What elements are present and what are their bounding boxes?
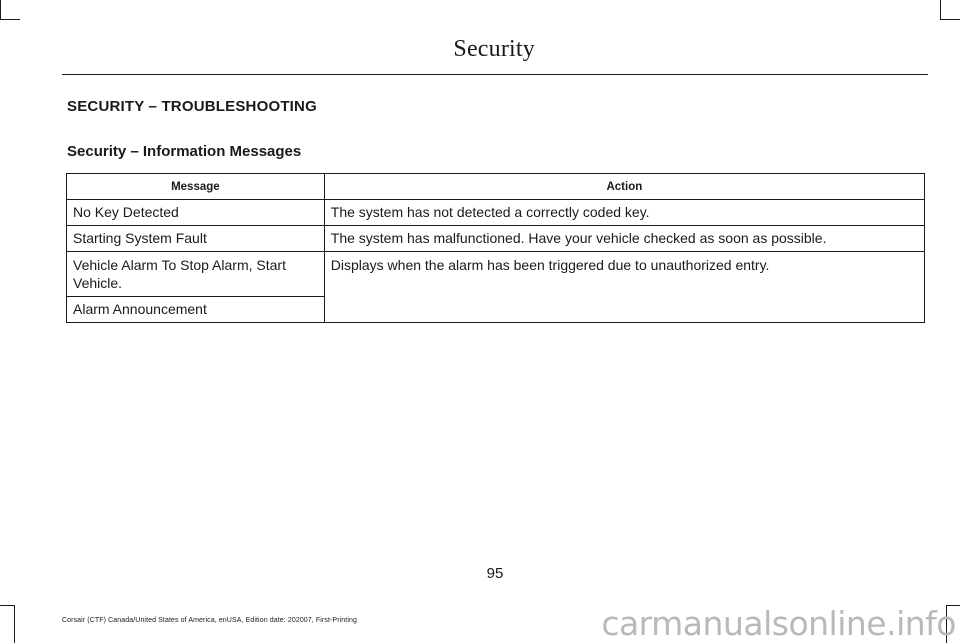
table-row bbox=[67, 226, 925, 252]
crop-mark bbox=[0, 19, 20, 20]
message-cell: Starting System Fault bbox=[67, 226, 325, 252]
information-messages-table bbox=[66, 173, 925, 323]
watermark-text: carmanualsonline.info bbox=[601, 604, 956, 643]
crop-mark bbox=[0, 605, 14, 606]
message-cell: No Key Detected bbox=[67, 200, 325, 226]
table-row bbox=[67, 252, 925, 297]
section-title: SECURITY – TROUBLESHOOTING bbox=[67, 98, 317, 115]
column-header-action: Action bbox=[324, 174, 924, 200]
action-cell: The system has malfunctioned. Have your vehicle checked as soon as possible. bbox=[324, 226, 924, 252]
crop-mark bbox=[14, 605, 15, 643]
message-cell: Vehicle Alarm To Stop Alarm, Start Vehicle. bbox=[67, 252, 325, 297]
action-cell: Displays when the alarm has been triggered due to unauthorized entry. bbox=[324, 252, 924, 323]
message-cell: Alarm Announcement bbox=[67, 297, 325, 323]
crop-mark bbox=[0, 0, 1, 20]
footer-edition-note: Corsair (CTF) Canada/United States of America, enUSA, Edition date: 202007, First-Printing bbox=[62, 617, 357, 624]
table-row bbox=[67, 200, 925, 226]
page-header bbox=[62, 34, 928, 75]
action-cell: The system has not detected a correctly coded key. bbox=[324, 200, 924, 226]
crop-mark bbox=[940, 19, 960, 20]
chapter-title: Security bbox=[453, 36, 535, 62]
sub-title: Security – Information Messages bbox=[67, 143, 302, 160]
column-header-message: Message bbox=[67, 174, 325, 200]
table-header-row bbox=[67, 174, 925, 200]
crop-mark bbox=[940, 0, 941, 20]
page-number: 95 bbox=[486, 565, 504, 582]
